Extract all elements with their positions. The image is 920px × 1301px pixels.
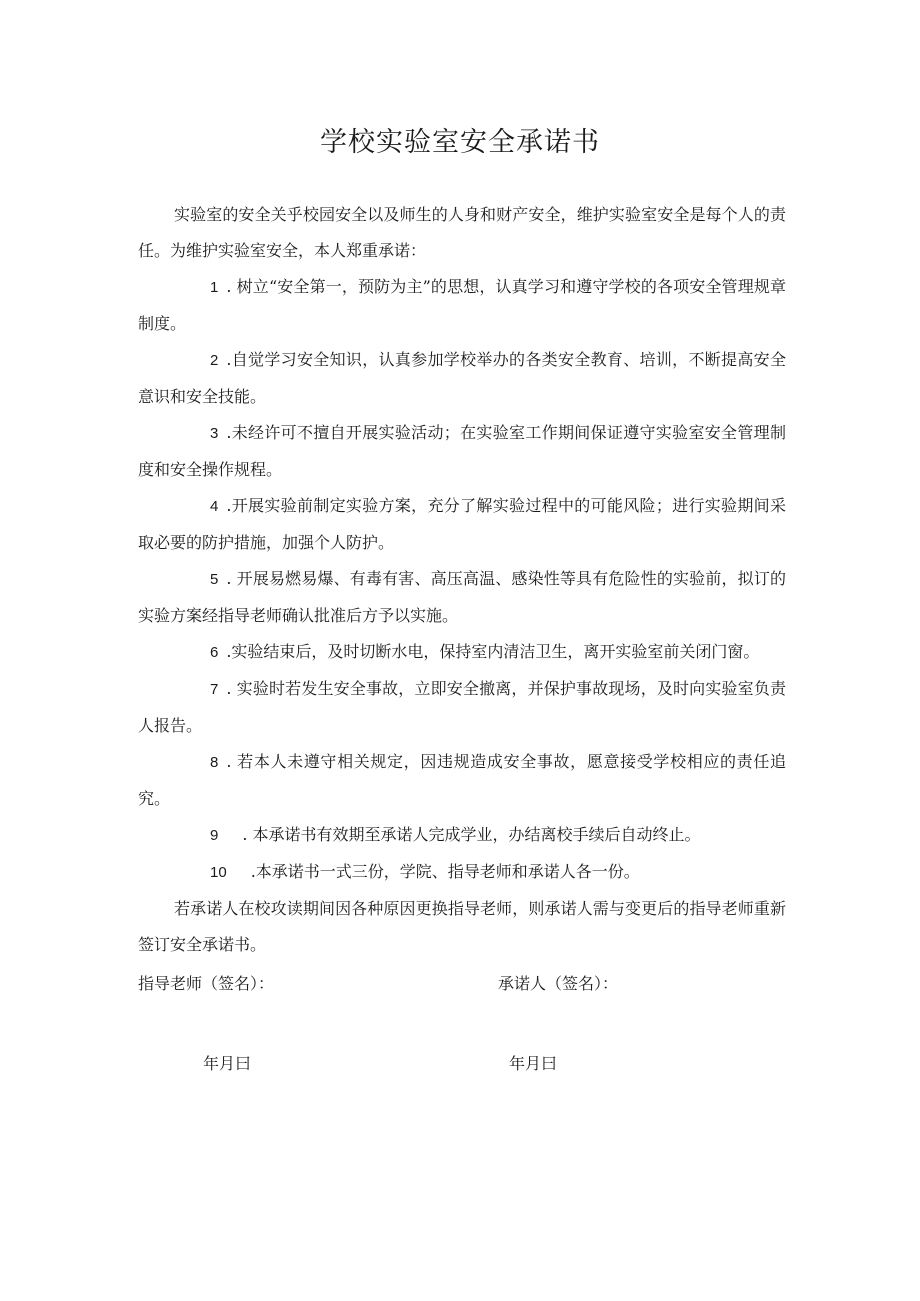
pledge-item-3 bbox=[138, 415, 786, 488]
pledger-signature-label: 承诺人（签名）： bbox=[498, 974, 619, 993]
advisor-date: 年月曰 bbox=[203, 1054, 252, 1073]
item-text: .自觉学习安全知识，认真参加学校举办的各类安全教育、培训，不断提高安全意识和安全技能。 bbox=[138, 350, 786, 406]
intro-paragraph: 实验室的安全关乎校园安全以及师生的人身和财产安全，维护实验室安全是每个人的责任。为维护实验室安全，本人郑重承诺： bbox=[138, 205, 786, 260]
item-text: .实验结束后，及时切断水电，保持室内清洁卫生，离开实验室前关闭门窗。 bbox=[226, 642, 760, 661]
item-text: . 若本人未遵守相关规定，因违规造成安全事故，愿意接受学校相应的责任追究。 bbox=[138, 752, 786, 808]
item-number: 2 bbox=[210, 352, 219, 369]
item-text: . 实验时若发生安全事故，立即安全撤离，并保护事故现场，及时向实验室负责人报告。 bbox=[138, 679, 786, 735]
advisor-signature-label: 指导老师（签名）： bbox=[138, 974, 275, 993]
item-number: 6 bbox=[210, 644, 219, 661]
pledge-item-8 bbox=[138, 744, 786, 817]
item-number: 10 bbox=[210, 864, 227, 881]
closing-paragraph: 若承诺人在校攻读期间因各种原因更换指导老师，则承诺人需与变更后的指导老师重新签订安全承诺书。 bbox=[138, 899, 786, 954]
pledge-body bbox=[138, 197, 786, 963]
item-number: 4 bbox=[210, 498, 219, 515]
item-text: .未经许可不擅自开展实验活动；在实验室工作期间保证遵守实验室安全管理制度和安全操作规程。 bbox=[138, 423, 786, 479]
pledge-item-5 bbox=[138, 561, 786, 634]
item-number: 8 bbox=[210, 754, 219, 771]
item-text: .开展实验前制定实验方案，充分了解实验过程中的可能风险；进行实验期间采取必要的防护措施，加强个人防护。 bbox=[138, 496, 786, 552]
item-text: .本承诺书一式三份，学院、指导老师和承诺人各一份。 bbox=[250, 862, 640, 881]
pledge-item-4 bbox=[138, 488, 786, 561]
pledge-item-7 bbox=[138, 671, 786, 744]
item-number: 3 bbox=[210, 425, 219, 442]
item-number: 9 bbox=[210, 827, 219, 844]
pledge-item-1 bbox=[138, 269, 786, 342]
item-number: 5 bbox=[210, 571, 219, 588]
pledge-item-9 bbox=[138, 817, 786, 854]
pledger-date: 年月曰 bbox=[509, 1054, 558, 1073]
pledge-item-2 bbox=[138, 342, 786, 415]
item-text: . 本承诺书有效期至承诺人完成学业，办结离校手续后自动终止。 bbox=[242, 825, 701, 844]
item-number: 7 bbox=[210, 681, 219, 698]
item-number: 1 bbox=[210, 279, 219, 296]
item-text: . 开展易燃易爆、有毒有害、高压高温、感染性等具有危险性的实验前，拟订的实验方案经指导老师确认批准后方予以实施。 bbox=[138, 569, 786, 625]
page-title: 学校实验室安全承诺书 bbox=[320, 127, 600, 158]
pledge-item-6 bbox=[138, 634, 786, 671]
item-text: . 树立“安全第一，预防为主”的思想，认真学习和遵守学校的各项安全管理规章制度。 bbox=[138, 277, 786, 333]
pledge-item-10 bbox=[138, 854, 786, 891]
